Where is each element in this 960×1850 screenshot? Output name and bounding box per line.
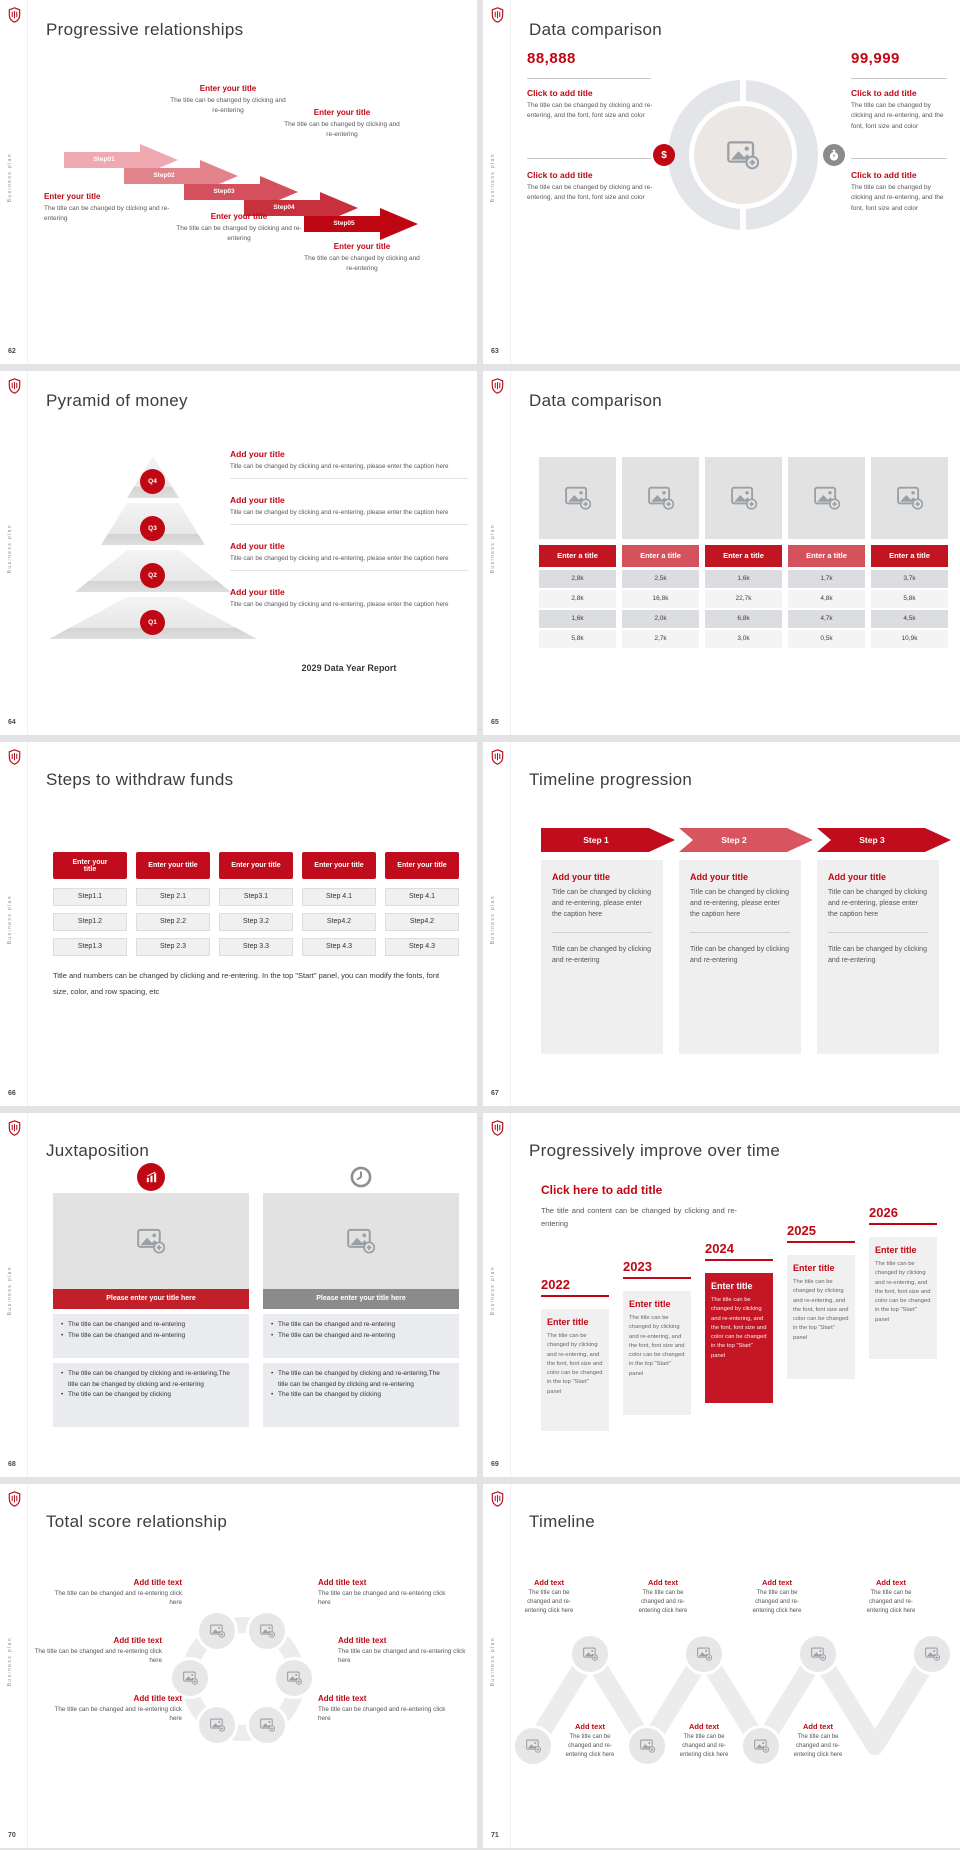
- logo-shield-icon: [491, 1120, 504, 1136]
- slide-rail: [0, 0, 28, 364]
- slide-number: 68: [8, 1461, 16, 1468]
- text-block: Add title text The title can be changed and re-entering click here: [54, 1694, 182, 1723]
- step-arrow: Step05: [304, 208, 422, 240]
- kpi-value-left: 88,888: [527, 50, 576, 67]
- step-banner: Step 2: [679, 828, 813, 852]
- table-cell: 10,9k: [871, 630, 948, 648]
- slide-title: Data comparison: [529, 20, 663, 39]
- image-node: [797, 1633, 839, 1675]
- step-card: [541, 860, 663, 1054]
- add-image-icon: [754, 1739, 769, 1753]
- slide-number: 65: [491, 719, 499, 726]
- image-row: [539, 457, 948, 539]
- slide-rail: [0, 371, 28, 735]
- add-image-icon: [731, 486, 757, 510]
- level-badge: Q2: [140, 563, 165, 588]
- slide-69[interactable]: [483, 1113, 960, 1477]
- logo-shield-icon: [491, 1491, 504, 1507]
- slide-number: 64: [8, 719, 16, 726]
- image-placeholder: [694, 106, 792, 204]
- step-cell: Step 2.1: [136, 888, 210, 906]
- slide-title: Total score relationship: [46, 1512, 228, 1531]
- slide-rail: [483, 742, 511, 1106]
- slide-number: 62: [8, 348, 16, 355]
- brand-vertical-label: Business plan: [490, 1265, 496, 1316]
- table-cell: 6,8k: [705, 610, 782, 628]
- card-caption: The title can be changed by clicking and re-entering, and the font, font size and color can be changed in the top "Start" panel: [547, 1333, 603, 1395]
- image-node: [273, 1657, 315, 1699]
- clock-icon: [348, 1164, 374, 1190]
- block-title: Enter your title: [333, 242, 391, 251]
- slide-rail: [483, 371, 511, 735]
- table-cell: 4,5k: [871, 610, 948, 628]
- item-title: Click to add title: [527, 88, 593, 98]
- chart-badge: [137, 1163, 165, 1191]
- image-node: [196, 1610, 238, 1652]
- section-caption: The title and content can be changed by clicking and re-entering: [541, 1206, 737, 1228]
- logo-shield-icon: [491, 7, 504, 23]
- text-block: Add title text The title can be changed and re-entering click here: [318, 1694, 446, 1723]
- image-node: [196, 1704, 238, 1746]
- logo-shield-icon: [8, 1491, 21, 1507]
- brand-vertical-label: Business plan: [7, 152, 13, 203]
- image-node: [169, 1657, 211, 1699]
- item-title: Add your title: [230, 587, 285, 597]
- divider: [851, 78, 947, 79]
- item-caption: The title can be changed by clicking and re-entering, and the font, font size and color: [527, 184, 653, 202]
- money-badge: [653, 144, 675, 166]
- card-caption: Title can be changed by clicking and re-entering: [828, 945, 927, 964]
- image-placeholder: [263, 1193, 459, 1289]
- card-title: Add your title: [552, 872, 610, 882]
- add-image-icon: [583, 1647, 598, 1661]
- column-title-bar: Please enter your title here: [263, 1289, 459, 1309]
- timeline-label: Add text The title can be changed and re-entering click here: [565, 1722, 615, 1758]
- card-caption: The title can be changed by clicking and re-entering, and the font, font size and color can be changed in the top "Start" panel: [629, 1315, 685, 1377]
- slide-62[interactable]: [0, 0, 477, 364]
- table-cell: 3,0k: [705, 630, 782, 648]
- bar-chart-icon: [144, 1170, 159, 1185]
- brand-vertical-label: Business plan: [490, 894, 496, 945]
- divider: [690, 932, 790, 933]
- slide-title: Data comparison: [529, 391, 663, 410]
- card-title: Add your title: [828, 872, 886, 882]
- block-caption: The title can be changed by clicking and re-entering: [170, 97, 286, 115]
- column-title-bar: Please enter your title here: [53, 1289, 249, 1309]
- slide-number: 66: [8, 1090, 16, 1097]
- timeline-label: Add text The title can be changed and re-entering click here: [752, 1578, 802, 1614]
- text-block: [44, 192, 174, 225]
- image-placeholder: [788, 457, 865, 539]
- block-title: Enter your title: [44, 192, 101, 201]
- column-header: Enter your title: [136, 852, 210, 879]
- logo-shield-icon: [8, 1120, 21, 1136]
- slide-65[interactable]: [483, 371, 960, 735]
- add-image-icon: [137, 1228, 165, 1254]
- column-header: Enter your title: [385, 852, 459, 879]
- slide-63[interactable]: [483, 0, 960, 364]
- add-image-icon: [526, 1739, 541, 1753]
- block-caption: The title can be changed by clicking and re-entering: [284, 121, 400, 139]
- year-card: [787, 1255, 855, 1379]
- table-cell: 2,0k: [622, 610, 699, 628]
- add-image-icon: [925, 1647, 940, 1661]
- table-cell: 3,7k: [871, 570, 948, 588]
- add-image-icon: [727, 140, 759, 170]
- divider: [828, 932, 928, 933]
- card-title: Enter title: [547, 1317, 589, 1327]
- table-cell: 5,8k: [871, 590, 948, 608]
- card-caption: Title can be changed by clicking and re-entering, please enter the caption here: [552, 889, 651, 919]
- text-block: [280, 108, 404, 141]
- list-item: [230, 495, 468, 525]
- bullet-box: • The title can be changed and re-entering • The title can be changed and re-entering: [263, 1314, 459, 1358]
- step-arrow: Step02: [124, 160, 242, 192]
- card-title: Enter title: [629, 1299, 671, 1309]
- item-caption: The title can be changed by clicking and re-entering, and the font, font size and color: [851, 184, 944, 212]
- step-card: [679, 860, 801, 1054]
- slide-number: 70: [8, 1832, 16, 1839]
- card-title: Add your title: [690, 872, 748, 882]
- year-label: 2026: [869, 1205, 937, 1225]
- text-block: [168, 84, 288, 117]
- section-heading: Click here to add title: [541, 1183, 663, 1197]
- card-caption: Title can be changed by clicking and re-entering: [690, 945, 789, 964]
- step-arrow: Step01: [64, 144, 182, 176]
- step-cell: Step 2.2: [136, 913, 210, 931]
- add-image-icon: [640, 1739, 655, 1753]
- table-cell: 2,8k: [539, 590, 616, 608]
- card-title: Enter title: [711, 1281, 753, 1291]
- card-caption: Title can be changed by clicking and re-entering, please enter the caption here: [690, 889, 789, 919]
- list-item: [230, 449, 468, 479]
- brand-vertical-label: Business plan: [490, 1636, 496, 1687]
- item-title: Add your title: [230, 541, 285, 551]
- instructions-paragraph: Title and numbers can be changed by clicking and re-entering. In the top "Start" panel, you can modify the fonts, font size, color, and row spacing, etc: [53, 971, 440, 996]
- brand-vertical-label: Business plan: [7, 523, 13, 574]
- card-caption: The title can be changed by clicking and re-entering, and the font, font size and color can be changed in the top "Start" panel: [875, 1261, 931, 1323]
- logo-shield-icon: [8, 378, 21, 394]
- block-title: Enter your title: [199, 84, 257, 93]
- card-caption: Title can be changed by clicking and re-entering, please enter the caption here: [828, 889, 927, 919]
- step-cell: Step1.2: [53, 913, 127, 931]
- column-header: Enter a title: [622, 545, 699, 567]
- money-bag-badge: [823, 144, 845, 166]
- image-node: [740, 1725, 782, 1767]
- add-image-icon: [347, 1228, 375, 1254]
- step-cell: Step 4.1: [302, 888, 376, 906]
- step-cell: Step 4.3: [385, 938, 459, 956]
- logo-shield-icon: [8, 749, 21, 765]
- timeline-label: Add text The title can be changed and re-entering click here: [679, 1722, 729, 1758]
- bullet-box: • The title can be changed by clicking and re-entering,The title can be changed by clicking and re-entering • The title can be changed by clicking: [53, 1363, 249, 1427]
- add-image-icon: [565, 486, 591, 510]
- column-header: Enter a title: [539, 545, 616, 567]
- data-table: [539, 570, 948, 648]
- add-image-icon: [260, 1718, 275, 1732]
- item-caption: The title can be changed by clicking and re-entering, and the font, font size and color: [851, 102, 944, 130]
- brand-vertical-label: Business plan: [490, 152, 496, 203]
- slide-68[interactable]: [0, 1113, 477, 1477]
- item-title: Add your title: [230, 495, 285, 505]
- step-cell: Step3.1: [219, 888, 293, 906]
- item-caption: Title can be changed by clicking and re-entering, please enter the caption here: [230, 463, 449, 470]
- slide-title: Timeline: [529, 1512, 596, 1531]
- text-block: Add title text The title can be changed and re-entering click here: [34, 1636, 162, 1665]
- table-cell: 16,8k: [622, 590, 699, 608]
- slide-rail: [483, 1484, 511, 1848]
- block-title: Enter your title: [210, 212, 268, 221]
- logo-shield-icon: [8, 7, 21, 23]
- year-label: 2023: [623, 1259, 691, 1279]
- table-cell: 1,6k: [705, 570, 782, 588]
- column-header: Enter a title: [788, 545, 865, 567]
- table-cell: 1,7k: [788, 570, 865, 588]
- slide-title: Juxtaposition: [46, 1141, 150, 1160]
- divider: [552, 932, 652, 933]
- block-caption: The title can be changed by clicking and re-entering: [44, 205, 170, 223]
- kpi-value-right: 99,999: [851, 50, 900, 67]
- table-cell: 2,7k: [622, 630, 699, 648]
- item-title: Click to add title: [851, 170, 917, 180]
- add-image-icon: [814, 486, 840, 510]
- slide-number: 71: [491, 1832, 499, 1839]
- item-caption: Title can be changed by clicking and re-entering, please enter the caption here: [230, 601, 449, 608]
- timeline-label: Add text The title can be changed and re-entering click here: [638, 1578, 688, 1614]
- list-item: [230, 541, 468, 571]
- money-bag-icon: [827, 148, 841, 162]
- divider: [851, 158, 947, 159]
- slide-rail: [0, 742, 28, 1106]
- add-image-icon: [648, 486, 674, 510]
- slide-71[interactable]: [483, 1484, 960, 1848]
- image-placeholder: [539, 457, 616, 539]
- image-placeholder: [53, 1193, 249, 1289]
- slide-70[interactable]: [0, 1484, 477, 1848]
- table-cell: 5,8k: [539, 630, 616, 648]
- step-cell: Step1.1: [53, 888, 127, 906]
- item-title: Click to add title: [851, 88, 917, 98]
- image-node: [512, 1725, 554, 1767]
- table-cell: 4,8k: [788, 590, 865, 608]
- brand-vertical-label: Business plan: [7, 1636, 13, 1687]
- logo-shield-icon: [491, 749, 504, 765]
- step-cell: Step4.2: [302, 913, 376, 931]
- brand-vertical-label: Business plan: [7, 1265, 13, 1316]
- step-banner: Step 3: [817, 828, 951, 852]
- level-badge: Q1: [140, 610, 165, 635]
- step-cell: Step 3.3: [219, 938, 293, 956]
- card-caption: The title can be changed by clicking and re-entering, and the font, font size and color can be changed in the top "Start" panel: [793, 1279, 849, 1341]
- image-placeholder: [871, 457, 948, 539]
- image-node: [246, 1610, 288, 1652]
- column-header: Enter your title: [219, 852, 293, 879]
- divider: [527, 158, 651, 159]
- slide-title: Steps to withdraw funds: [46, 770, 234, 789]
- table-cell: 0,5k: [788, 630, 865, 648]
- image-node: [683, 1633, 725, 1675]
- column-header: Enter a title: [871, 545, 948, 567]
- column-header: Enter your title: [302, 852, 376, 879]
- card-caption: The title can be changed by clicking and re-entering, and the font, font size and color can be changed in the top "Start" panel: [711, 1297, 767, 1359]
- step-cell: Step 3.2: [219, 913, 293, 931]
- text-block: Add title text The title can be changed and re-entering click here: [338, 1636, 466, 1665]
- item-title: Add your title: [230, 449, 285, 459]
- add-image-icon: [897, 486, 923, 510]
- slide-number: 69: [491, 1461, 499, 1468]
- year-label: 2024: [705, 1241, 773, 1261]
- image-node: [911, 1633, 953, 1675]
- slide-title: Timeline progression: [529, 770, 693, 789]
- slide-67[interactable]: [483, 742, 960, 1106]
- block-caption: The title can be changed by clicking and re-entering: [304, 255, 420, 273]
- card-title: Enter title: [793, 1263, 835, 1273]
- slide-rail: [0, 1113, 28, 1477]
- column-header: Enter a title: [705, 545, 782, 567]
- timeline-label: Add text The title can be changed and re-entering click here: [793, 1722, 843, 1758]
- timeline-label: Add text The title can be changed and re-entering click here: [866, 1578, 916, 1614]
- text-block: [174, 212, 304, 245]
- table-cell: 4,7k: [788, 610, 865, 628]
- bullet-box: • The title can be changed and re-entering • The title can be changed and re-entering: [53, 1314, 249, 1358]
- item-caption: Title can be changed by clicking and re-entering, please enter the caption here: [230, 509, 449, 516]
- slide-number: 67: [491, 1090, 499, 1097]
- item-caption: Title can be changed by clicking and re-entering, please enter the caption here: [230, 555, 449, 562]
- step-cell: Step 4.3: [302, 938, 376, 956]
- bullet-box: • The title can be changed by clicking and re-entering,The title can be changed by clicking and re-entering • The title can be changed by clicking: [263, 1363, 459, 1427]
- item-caption: The title can be changed by clicking and re-entering, and the font, font size and color: [527, 102, 653, 120]
- text-block: Add title text The title can be changed and re-entering click here: [54, 1578, 182, 1607]
- slide-rail: [483, 0, 511, 364]
- level-badge: Q3: [140, 516, 165, 541]
- block-caption: The title can be changed by clicking and re-entering: [176, 225, 302, 243]
- table-header-row: [539, 545, 948, 567]
- image-node: [569, 1633, 611, 1675]
- text-block: [300, 242, 424, 275]
- report-footer: 2029 Data Year Report: [301, 663, 397, 673]
- step-arrow: Step04: [244, 192, 362, 224]
- step-banner: Step 1: [541, 828, 675, 852]
- table-cell: 1,6k: [539, 610, 616, 628]
- block-title: Enter your title: [313, 108, 371, 117]
- add-image-icon: [210, 1624, 225, 1638]
- table-cell: 2,5k: [622, 570, 699, 588]
- step-card: [817, 860, 939, 1054]
- level-badge: Q4: [140, 469, 165, 494]
- add-image-icon: [210, 1718, 225, 1732]
- step-cell: Step 4.1: [385, 888, 459, 906]
- add-image-icon: [697, 1647, 712, 1661]
- steps-grid: [53, 888, 459, 956]
- image-placeholder: [622, 457, 699, 539]
- slide-64[interactable]: [0, 371, 477, 735]
- clock-badge: [347, 1163, 375, 1191]
- year-label: 2025: [787, 1223, 855, 1243]
- slide-title: Progressively improve over time: [529, 1141, 781, 1160]
- list-item: [230, 587, 468, 616]
- slide-rail: [0, 1484, 28, 1848]
- year-label: 2022: [541, 1277, 609, 1297]
- image-node: [626, 1725, 668, 1767]
- step-cell: Step 2.3: [136, 938, 210, 956]
- add-image-icon: [287, 1671, 302, 1685]
- column-header: Enter your title: [53, 852, 127, 879]
- slide-number: 63: [491, 348, 499, 355]
- step-cell: Step1.3: [53, 938, 127, 956]
- year-card: [705, 1273, 773, 1403]
- text-block: Add title text The title can be changed and re-entering click here: [318, 1578, 446, 1607]
- money-icon: $: [661, 149, 667, 161]
- brand-vertical-label: Business plan: [490, 523, 496, 574]
- item-title: Click to add title: [527, 170, 593, 180]
- slide-66[interactable]: [0, 742, 477, 1106]
- logo-shield-icon: [491, 378, 504, 394]
- timeline-label: Add text The title can be changed and re-entering click here: [524, 1578, 574, 1614]
- brand-vertical-label: Business plan: [7, 894, 13, 945]
- year-card: [869, 1237, 937, 1359]
- step-cell: Step4.2: [385, 913, 459, 931]
- donut-image-placeholder: [668, 80, 818, 230]
- table-cell: 2,8k: [539, 570, 616, 588]
- add-image-icon: [260, 1624, 275, 1638]
- slide-title: Progressive relationships: [46, 20, 244, 39]
- add-image-icon: [183, 1671, 198, 1685]
- image-node: [246, 1704, 288, 1746]
- slide-rail: [483, 1113, 511, 1477]
- column-header-row: [53, 852, 459, 879]
- card-title: Enter title: [875, 1245, 917, 1255]
- table-cell: 22,7k: [705, 590, 782, 608]
- add-image-icon: [811, 1647, 826, 1661]
- card-caption: Title can be changed by clicking and re-entering: [552, 945, 651, 964]
- year-card: [623, 1291, 691, 1415]
- year-card: [541, 1309, 609, 1431]
- slide-title: Pyramid of money: [46, 391, 188, 410]
- step-arrow: Step03: [184, 176, 302, 208]
- image-placeholder: [705, 457, 782, 539]
- divider: [527, 78, 651, 79]
